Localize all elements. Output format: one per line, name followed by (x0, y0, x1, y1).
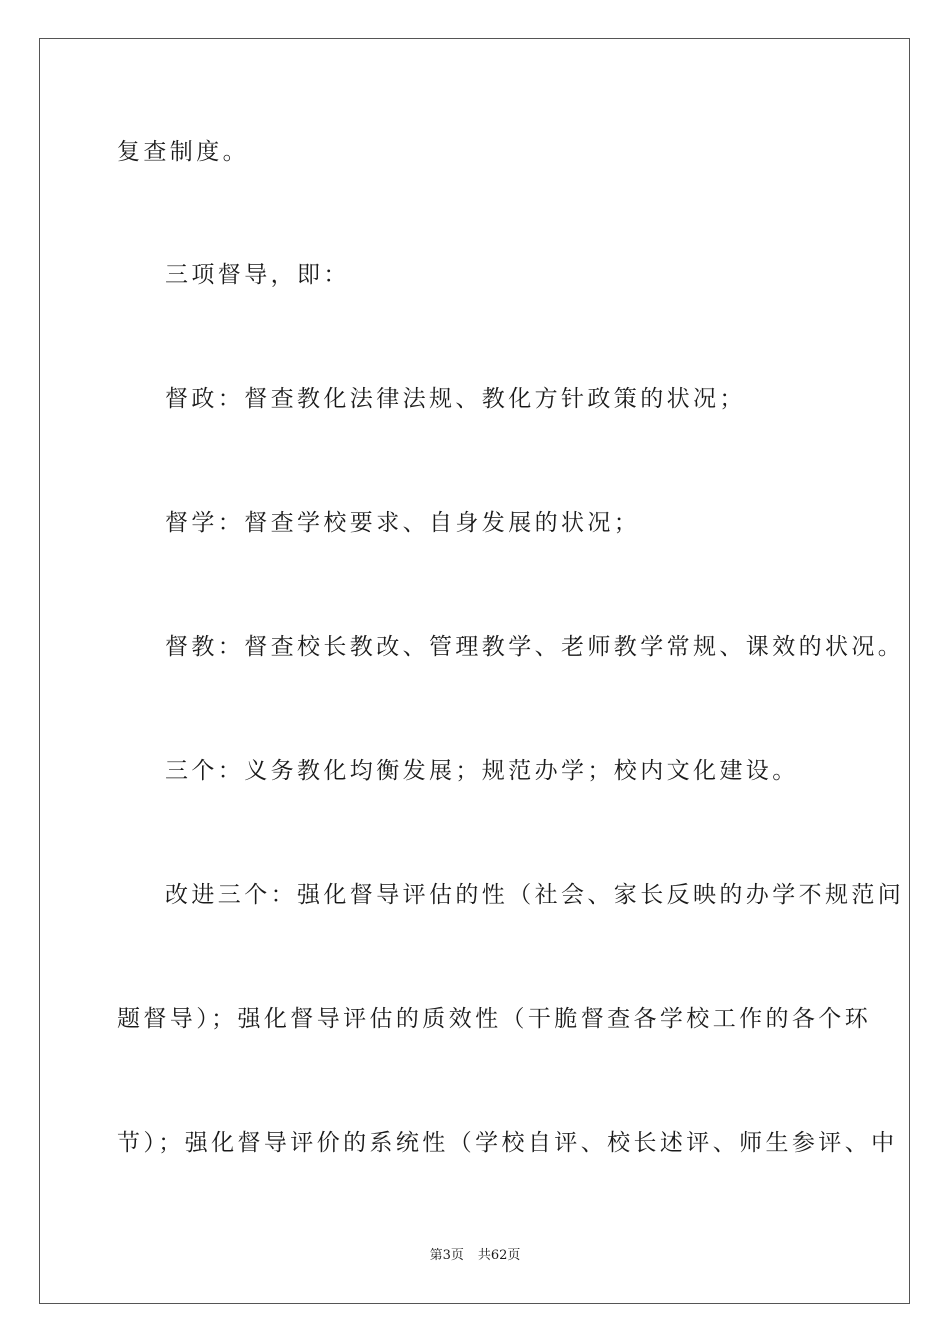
paragraph-line: 督教：督查校长教改、管理教学、老师教学常规、课效的状况。 (165, 634, 905, 660)
paragraph-line: 督政：督查教化法律法规、教化方针政策的状况； (165, 386, 746, 412)
paragraph-line: 督学：督查学校要求、自身发展的状况； (165, 510, 641, 536)
paragraph-line: 复查制度。 (117, 139, 249, 165)
page-border (39, 38, 910, 1304)
paragraph-line: 改进三个：强化督导评估的性（社会、家长反映的办学不规范问 (165, 882, 905, 908)
page-footer (0, 1248, 950, 1264)
page-number: 第3页 (429, 1248, 464, 1263)
paragraph-line: 节）；强化督导评价的系统性（学校自评、校长述评、师生参评、中 (117, 1130, 898, 1156)
paragraph-line: 三项督导，即： (165, 262, 350, 288)
paragraph-line: 三个：义务教化均衡发展；规范办学；校内文化建设。 (165, 758, 799, 784)
paragraph-line: 题督导）；强化督导评估的质效性（干脆督查各学校工作的各个环 (117, 1006, 872, 1032)
total-pages: 共62页 (477, 1248, 521, 1263)
